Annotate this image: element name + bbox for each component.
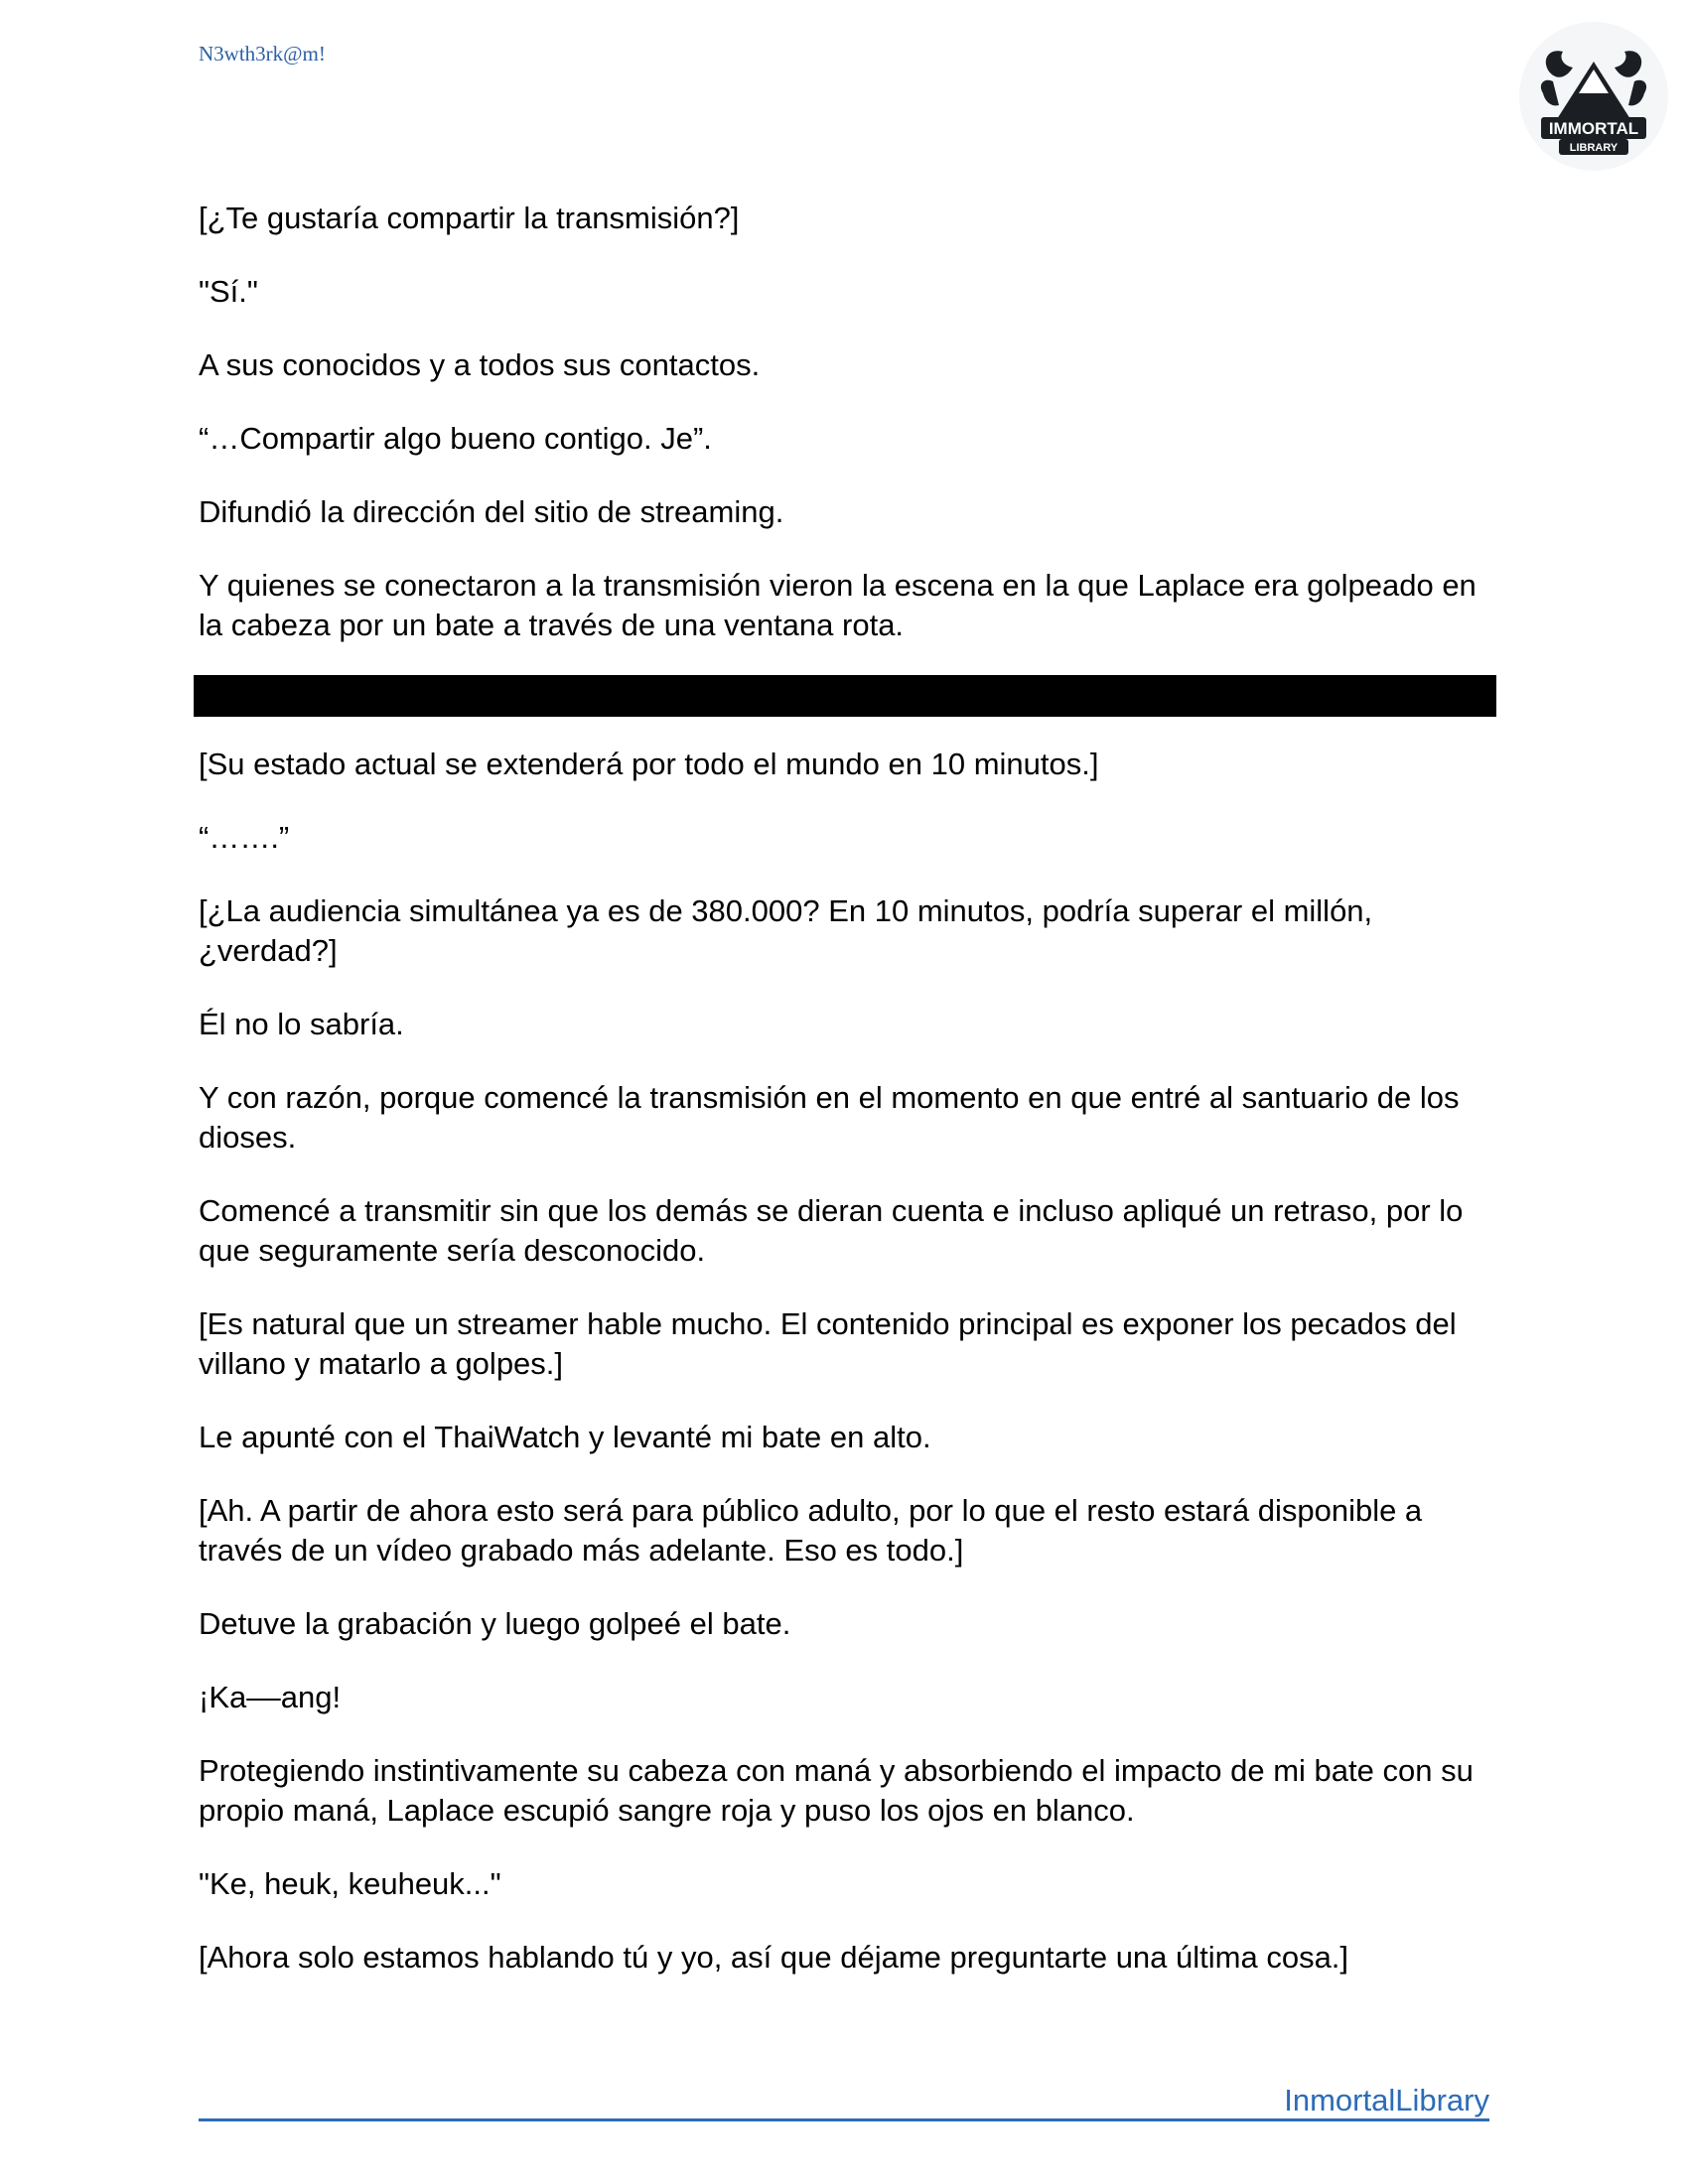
paragraph: Detuve la grabación y luego golpeé el bate.: [199, 1606, 791, 1641]
paragraph: "Sí.": [199, 274, 258, 309]
paragraph: “…Compartir algo bueno contigo. Je”.: [199, 421, 712, 456]
paragraph: Difundió la dirección del sitio de streaming.: [199, 494, 784, 529]
paragraph: [¿Te gustaría compartir la transmisión?]: [199, 201, 740, 235]
paragraph: Él no lo sabría.: [199, 1007, 404, 1041]
paragraph: [Su estado actual se extenderá por todo el mundo en 10 minutos.]: [199, 747, 1099, 781]
paragraph: A sus conocidos y a todos sus contactos.: [199, 347, 761, 382]
paragraph: Y quienes se conectaron a la transmisión vieron la escena en la que Laplace era golpeado en la cabeza por un bate a través de una ventana rota.: [199, 568, 1485, 642]
logo-line2: LIBRARY: [1569, 142, 1618, 154]
paragraph: [Es natural que un streamer hable mucho. El contenido principal es exponer los pecados del villano y matarlo a golpes.]: [199, 1306, 1466, 1381]
footer-underline: [199, 2118, 1489, 2121]
section-2: [199, 745, 1489, 1978]
section-divider: [194, 675, 1496, 717]
paragraph: Protegiendo instintivamente su cabeza con maná y absorbiendo el impacto de mi bate con su propio maná, Laplace escupió sangre roja y puso los ojos en blanco.: [199, 1753, 1482, 1828]
paragraph: [Ahora solo estamos hablando tú y yo, así que déjame preguntarte una última cosa.]: [199, 1940, 1349, 1975]
paragraph: Comencé a transmitir sin que los demás se dieran cuenta e incluso apliqué un retraso, por lo que seguramente sería desconocido.: [199, 1193, 1473, 1268]
header-tag: N3wth3rk@m!: [199, 42, 326, 66]
dragon-logo-icon: [1519, 22, 1668, 171]
paragraph: Le apunté con el ThaiWatch y levanté mi bate en alto.: [199, 1420, 931, 1454]
document-body-continued: [199, 745, 1489, 2011]
paragraph: ¡Ka––ang!: [199, 1680, 342, 1714]
paragraph: Y con razón, porque comencé la transmisión en el momento en que entré al santuario de los dioses.: [199, 1080, 1469, 1155]
immortal-library-logo: [1519, 22, 1668, 171]
paragraph: [Ah. A partir de ahora esto será para público adulto, por lo que el resto estará disponible a través de un vídeo grabado más adelante. Eso es todo.]: [199, 1493, 1431, 1568]
paragraph: [¿La audiencia simultánea ya es de 380.000? En 10 minutos, podría superar el millón, ¿verdad?]: [199, 893, 1381, 968]
document-body: [199, 199, 1489, 679]
footer-link[interactable]: InmortalLibrary: [1284, 2083, 1489, 2117]
logo-line1: IMMORTAL: [1548, 119, 1639, 138]
paragraph: “…….”: [199, 820, 290, 855]
section-1: [199, 199, 1489, 645]
paragraph: "Ke, heuk, keuheuk...": [199, 1866, 501, 1901]
